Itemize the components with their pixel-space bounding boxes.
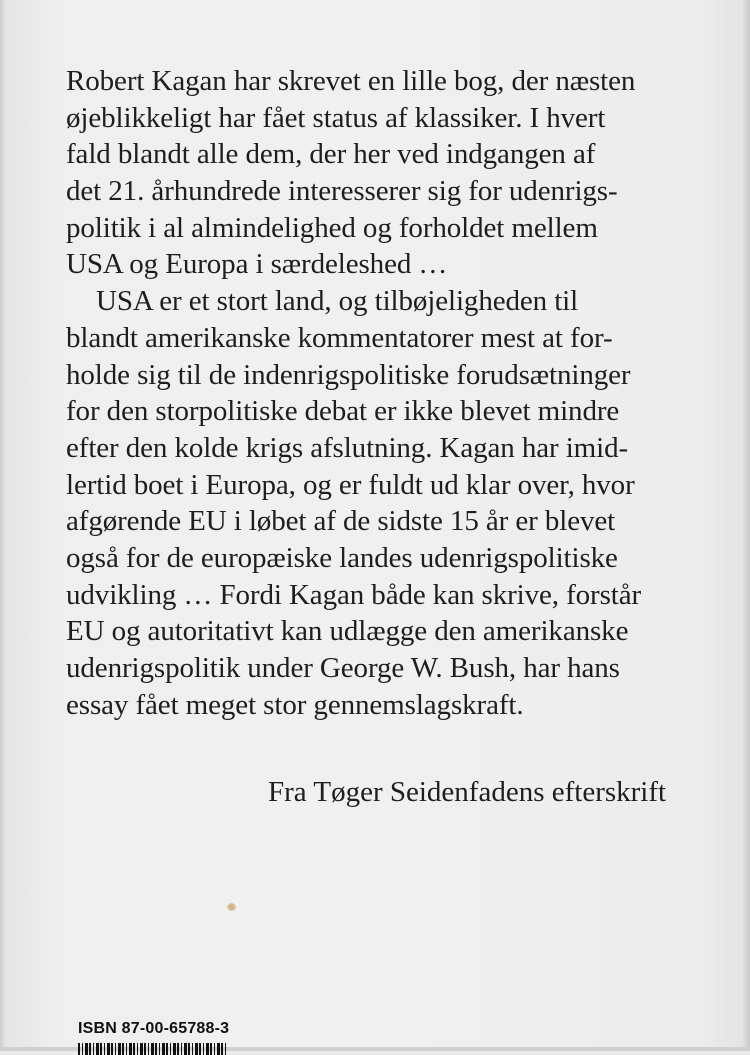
blurb-line: Robert Kagan har skrevet en lille bog, der næsten — [66, 65, 636, 97]
isbn-block — [78, 1020, 229, 1055]
blurb-line: det 21. århundrede interesserer sig for udenrigs- — [66, 175, 618, 208]
blurb-line: blandt amerikanske kommentatorer mest at for- — [66, 321, 613, 354]
blurb-line: fald blandt alle dem, der her ved indgangen af — [66, 138, 596, 171]
blurb-line: USA er et stort land, og tilbøjeligheden til — [96, 285, 579, 318]
attribution-text: Fra Tøger Seidenfadens efterskrift — [268, 776, 667, 808]
barcode — [78, 1043, 228, 1055]
cover-left-edge — [0, 0, 6, 1051]
blurb-line: udvikling … Fordi Kagan både kan skrive, forstår — [66, 578, 642, 611]
blurb-line: øjeblikkeligt har fået status af klassiker. I hvert — [66, 101, 606, 134]
stain-mark — [227, 903, 236, 911]
blurb-line: EU og autoritativt kan udlægge den amerikanske — [66, 615, 629, 648]
blurb-line: lertid boet i Europa, og er fuldt ud klar over, hvor — [66, 468, 635, 501]
blurb-line: udenrigspolitik under George W. Bush, har hans — [66, 652, 620, 684]
blurb-line: også for de europæiske landes udenrigspolitiske — [66, 541, 618, 574]
blurb-line: politik i al almindelighed og forholdet mellem — [66, 211, 598, 244]
cover-right-edge — [742, 0, 750, 1051]
blurb-line: holde sig til de indenrigspolitiske forudsætninger — [66, 358, 631, 391]
blurb-line: essay fået meget stor gennemslagskraft. — [66, 688, 524, 721]
blurb-line: afgørende EU i løbet af de sidste 15 år er blevet — [66, 505, 616, 538]
isbn-number: ISBN 87-00-65788-3 — [78, 1020, 230, 1037]
blurb-line: USA og Europa i særdeleshed … — [66, 248, 448, 281]
blurb-text — [66, 63, 706, 723]
blurb-line: efter den kolde krigs afslutning. Kagan har imid- — [66, 431, 629, 464]
blurb-line: for den storpolitiske debat er ikke blevet mindre — [66, 395, 620, 428]
